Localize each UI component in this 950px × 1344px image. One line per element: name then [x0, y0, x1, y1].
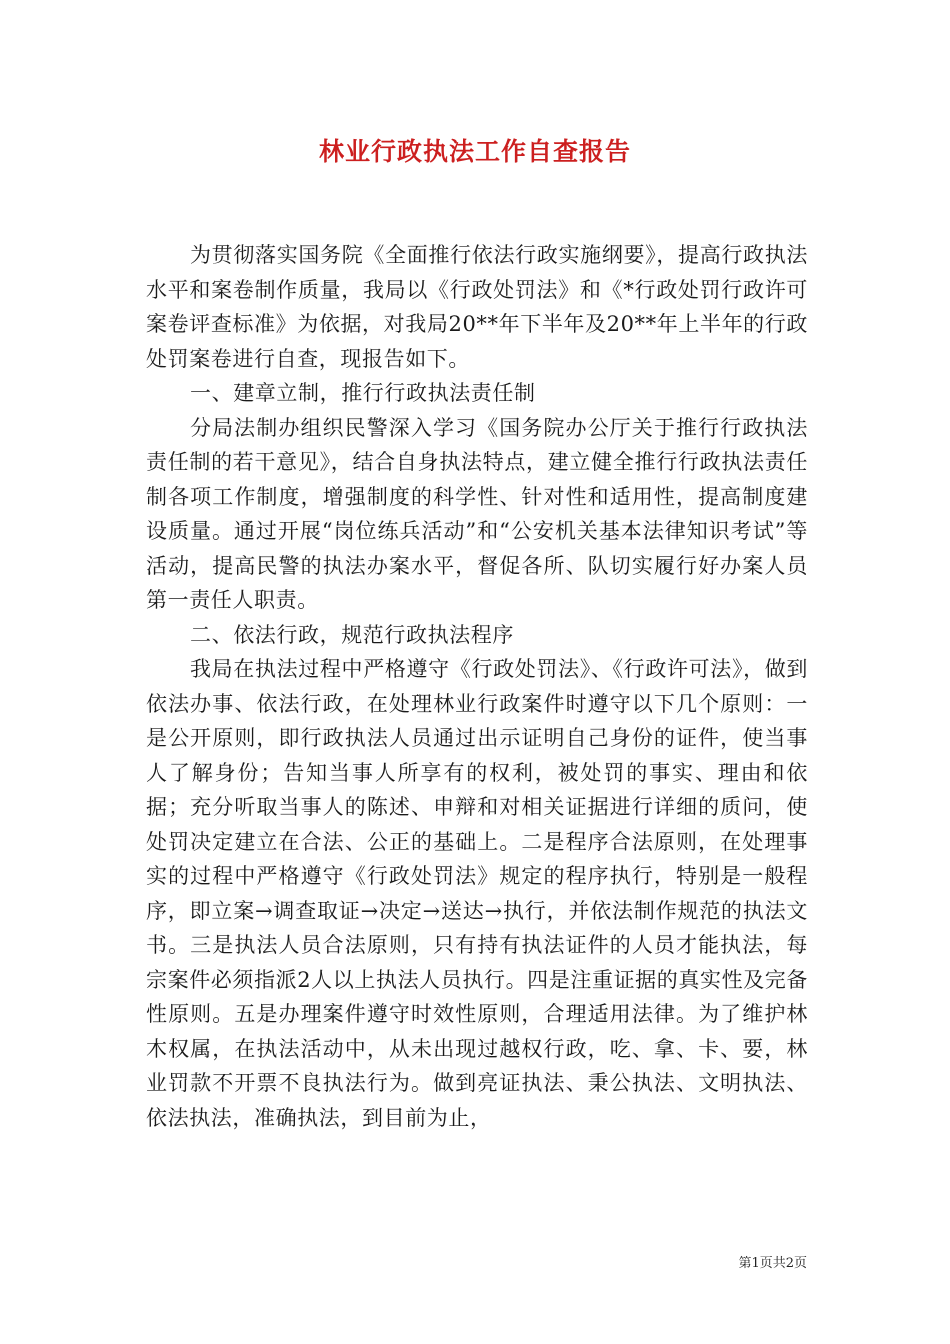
page-number: 第1页共2页: [738, 1256, 807, 1271]
section-heading-1: 一、建章立制，推行行政执法责任制: [190, 381, 536, 405]
section-2-paragraph: 我局在执法过程中严格遵守《行政处罚法》、《行政许可法》，做到依法办事、依法行政，在处理林业行政案件时遵守以下几个原则：一是公开原则，即行政执法人员通过出示证明自己身份的证件，使当事人了解身份；告知当事人所享有的权利，被处罚的事实、理由和依据；充分听取当事人的陈述、申辩和对相关证据进行详细的质问，使处罚决定建立在合法、公正的基础上。二是程序合法原则，在处理事实的过程中严格遵守《行政处罚法》规定的程序执行，特别是一般程序，即立案→调查取证→决定→送达→执行，并依法制作规范的执法文书。三是执法人员合法原则，只有持有执法证件的人员才能执法，每宗案件必须指派2人以上执法人员执行。四是注重证据的真实性及完备性原则。五是办理案件遵守时效性原则，合理适用法律。为了维护林木权属，在执法活动中，从未出现过越权行政，吃、拿、卡、要，林业罚款不开票不良执法行为。做到亮证执法、秉公执法、文明执法、依法执法，准确执法，到目前为止，: [146, 657, 808, 1130]
section-1-paragraph: 分局法制办组织民警深入学习《国务院办公厅关于推行行政执法责任制的若干意见》，结合自身执法特点，建立健全推行行政执法责任制各项工作制度，增强制度的科学性、针对性和适用性，提高制度建设质量。通过开展“岗位练兵活动”和“公安机关基本法律知识考试”等活动，提高民警的执法办案水平，督促各所、队切实履行好办案人员第一责任人职责。: [146, 415, 808, 612]
document-title: 林业行政执法工作自查报告: [318, 137, 631, 166]
intro-paragraph: 为贯彻落实国务院《全面推行依法行政实施纲要》，提高行政执法水平和案卷制作质量，我局以《行政处罚法》和《*行政处罚行政许可案卷评查标准》为依据，对我局20**年下半年及20**年上半年的行政处罚案卷进行自查，现报告如下。: [146, 243, 808, 371]
document-body: [146, 238, 808, 1135]
section-heading-2: 二、依法行政，规范行政执法程序: [190, 622, 514, 647]
